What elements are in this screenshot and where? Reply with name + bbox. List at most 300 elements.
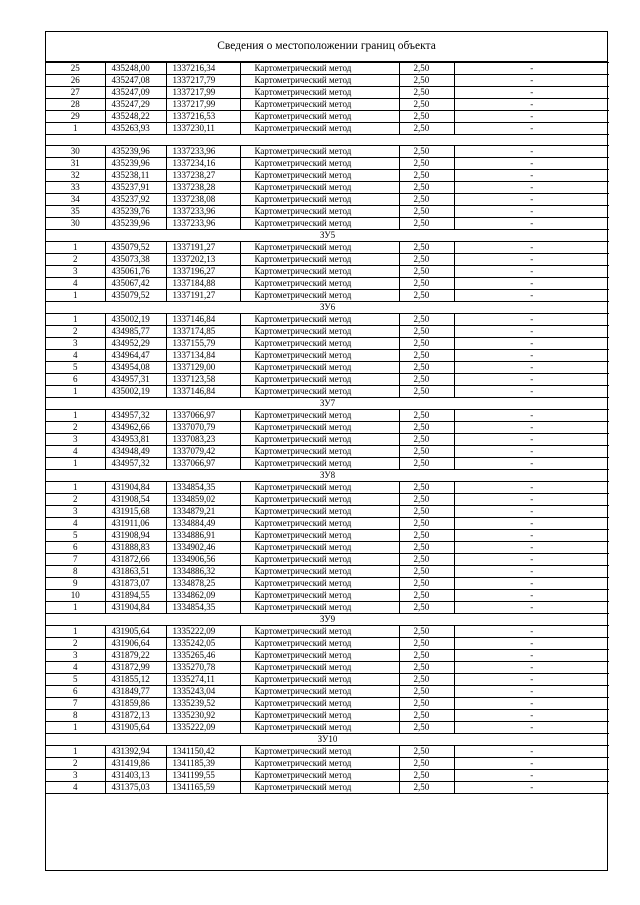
y-coordinate-cell: 1335222,09 (166, 626, 240, 638)
y-coordinate-cell: 1337217,99 (166, 87, 240, 99)
description-cell: - (454, 434, 609, 446)
x-coordinate-cell: 431873,07 (105, 578, 166, 590)
description-cell: - (454, 602, 609, 614)
method-cell: Картометрический метод (240, 446, 399, 458)
y-coordinate-cell: 1337123,58 (166, 374, 240, 386)
accuracy-cell: 2,50 (399, 278, 454, 290)
description-cell: - (454, 123, 609, 135)
description-cell: - (454, 254, 609, 266)
point-number-cell: 8 (46, 566, 105, 578)
point-number-cell: 1 (46, 602, 105, 614)
table-row (46, 434, 609, 446)
table-row (46, 686, 609, 698)
y-coordinate-cell: 1337233,96 (166, 206, 240, 218)
point-number-cell: 1 (46, 290, 105, 302)
x-coordinate-cell: 435073,38 (105, 254, 166, 266)
table-row (46, 482, 609, 494)
x-coordinate-cell: 431894,55 (105, 590, 166, 602)
method-cell: Картометрический метод (240, 602, 399, 614)
point-number-cell: 3 (46, 338, 105, 350)
method-cell: Картометрический метод (240, 722, 399, 734)
x-coordinate-cell: 434953,81 (105, 434, 166, 446)
y-coordinate-cell: 1334902,46 (166, 542, 240, 554)
table-row (46, 206, 609, 218)
accuracy-cell: 2,50 (399, 554, 454, 566)
description-cell: - (454, 542, 609, 554)
x-coordinate-cell: 431908,94 (105, 530, 166, 542)
y-coordinate-cell: 1334906,56 (166, 554, 240, 566)
point-number-cell: 1 (46, 123, 105, 135)
point-number-cell: 29 (46, 111, 105, 123)
y-coordinate-cell: 1337174,85 (166, 326, 240, 338)
x-coordinate-cell: 435237,91 (105, 182, 166, 194)
point-number-cell: 4 (46, 446, 105, 458)
accuracy-cell: 2,50 (399, 123, 454, 135)
x-coordinate-cell: 435239,96 (105, 218, 166, 230)
y-coordinate-cell: 1341185,39 (166, 758, 240, 770)
y-coordinate-cell: 1334879,21 (166, 506, 240, 518)
x-coordinate-cell: 431855,12 (105, 674, 166, 686)
accuracy-cell: 2,50 (399, 530, 454, 542)
accuracy-cell: 2,50 (399, 111, 454, 123)
accuracy-cell: 2,50 (399, 434, 454, 446)
accuracy-cell: 2,50 (399, 242, 454, 254)
accuracy-cell: 2,50 (399, 710, 454, 722)
x-coordinate-cell: 435247,09 (105, 87, 166, 99)
section-header-row (46, 734, 609, 746)
point-number-cell: 30 (46, 218, 105, 230)
method-cell: Картометрический метод (240, 674, 399, 686)
table-row (46, 194, 609, 206)
point-number-cell: 1 (46, 482, 105, 494)
y-coordinate-cell: 1334886,32 (166, 566, 240, 578)
method-cell: Картометрический метод (240, 650, 399, 662)
y-coordinate-cell: 1337146,84 (166, 314, 240, 326)
y-coordinate-cell: 1335270,78 (166, 662, 240, 674)
description-cell: - (454, 362, 609, 374)
point-number-cell: 9 (46, 578, 105, 590)
point-number-cell: 2 (46, 326, 105, 338)
x-coordinate-cell: 435079,52 (105, 242, 166, 254)
table-row (46, 99, 609, 111)
x-coordinate-cell: 435248,00 (105, 63, 166, 75)
x-coordinate-cell: 431904,84 (105, 602, 166, 614)
accuracy-cell: 2,50 (399, 63, 454, 75)
table-row (46, 542, 609, 554)
coordinates-table (46, 62, 609, 794)
description-cell: - (454, 266, 609, 278)
point-number-cell: 3 (46, 434, 105, 446)
accuracy-cell: 2,50 (399, 194, 454, 206)
x-coordinate-cell: 434952,29 (105, 338, 166, 350)
point-number-cell: 6 (46, 542, 105, 554)
method-cell: Картометрический метод (240, 590, 399, 602)
method-cell: Картометрический метод (240, 698, 399, 710)
table-row (46, 674, 609, 686)
method-cell: Картометрический метод (240, 278, 399, 290)
x-coordinate-cell: 435247,08 (105, 75, 166, 87)
method-cell: Картометрический метод (240, 123, 399, 135)
table-row (46, 218, 609, 230)
accuracy-cell: 2,50 (399, 518, 454, 530)
description-cell: - (454, 758, 609, 770)
point-number-cell: 1 (46, 626, 105, 638)
method-cell: Картометрический метод (240, 99, 399, 111)
accuracy-cell: 2,50 (399, 386, 454, 398)
table-row (46, 710, 609, 722)
accuracy-cell: 2,50 (399, 650, 454, 662)
accuracy-cell: 2,50 (399, 602, 454, 614)
table-row (46, 530, 609, 542)
x-coordinate-cell: 431906,64 (105, 638, 166, 650)
y-coordinate-cell: 1337233,96 (166, 218, 240, 230)
x-coordinate-cell: 431905,64 (105, 722, 166, 734)
y-coordinate-cell: 1337217,99 (166, 99, 240, 111)
x-coordinate-cell: 435061,76 (105, 266, 166, 278)
y-coordinate-cell: 1337066,97 (166, 458, 240, 470)
method-cell: Картометрический метод (240, 206, 399, 218)
y-coordinate-cell: 1335265,46 (166, 650, 240, 662)
point-number-cell: 3 (46, 650, 105, 662)
y-coordinate-cell: 1337216,53 (166, 111, 240, 123)
point-number-cell: 1 (46, 410, 105, 422)
x-coordinate-cell: 431872,99 (105, 662, 166, 674)
method-cell: Картометрический метод (240, 75, 399, 87)
x-coordinate-cell: 435248,22 (105, 111, 166, 123)
point-number-cell: 34 (46, 194, 105, 206)
accuracy-cell: 2,50 (399, 99, 454, 111)
y-coordinate-cell: 1335274,11 (166, 674, 240, 686)
table-row (46, 338, 609, 350)
table-row (46, 242, 609, 254)
y-coordinate-cell: 1337083,23 (166, 434, 240, 446)
section-label: ЗУ6 (46, 302, 609, 314)
y-coordinate-cell: 1337191,27 (166, 290, 240, 302)
table-row (46, 170, 609, 182)
accuracy-cell: 2,50 (399, 75, 454, 87)
accuracy-cell: 2,50 (399, 686, 454, 698)
table-row (46, 182, 609, 194)
y-coordinate-cell: 1334859,02 (166, 494, 240, 506)
y-coordinate-cell: 1337066,97 (166, 410, 240, 422)
accuracy-cell: 2,50 (399, 170, 454, 182)
accuracy-cell: 2,50 (399, 158, 454, 170)
accuracy-cell: 2,50 (399, 698, 454, 710)
accuracy-cell: 2,50 (399, 374, 454, 386)
accuracy-cell: 2,50 (399, 758, 454, 770)
method-cell: Картометрический метод (240, 266, 399, 278)
y-coordinate-cell: 1337070,79 (166, 422, 240, 434)
y-coordinate-cell: 1334862,09 (166, 590, 240, 602)
table-row (46, 410, 609, 422)
table-row (46, 362, 609, 374)
description-cell: - (454, 446, 609, 458)
table-row (46, 158, 609, 170)
accuracy-cell: 2,50 (399, 458, 454, 470)
table-row (46, 422, 609, 434)
point-number-cell: 3 (46, 770, 105, 782)
method-cell: Картометрический метод (240, 746, 399, 758)
description-cell: - (454, 554, 609, 566)
accuracy-cell: 2,50 (399, 218, 454, 230)
x-coordinate-cell: 431403,13 (105, 770, 166, 782)
description-cell: - (454, 314, 609, 326)
description-cell: - (454, 278, 609, 290)
description-cell: - (454, 518, 609, 530)
x-coordinate-cell: 431915,68 (105, 506, 166, 518)
accuracy-cell: 2,50 (399, 746, 454, 758)
point-number-cell: 30 (46, 146, 105, 158)
description-cell: - (454, 350, 609, 362)
method-cell: Картометрический метод (240, 146, 399, 158)
method-cell: Картометрический метод (240, 362, 399, 374)
description-cell: - (454, 710, 609, 722)
y-coordinate-cell: 1337134,84 (166, 350, 240, 362)
table-row (46, 518, 609, 530)
description-cell: - (454, 170, 609, 182)
description-cell: - (454, 482, 609, 494)
section-label: ЗУ9 (46, 614, 609, 626)
y-coordinate-cell: 1337191,27 (166, 242, 240, 254)
method-cell: Картометрический метод (240, 710, 399, 722)
y-coordinate-cell: 1341165,59 (166, 782, 240, 794)
description-cell: - (454, 674, 609, 686)
point-number-cell: 2 (46, 422, 105, 434)
point-number-cell: 33 (46, 182, 105, 194)
description-cell: - (454, 218, 609, 230)
y-coordinate-cell: 1334886,91 (166, 530, 240, 542)
method-cell: Картометрический метод (240, 242, 399, 254)
table-row (46, 506, 609, 518)
point-number-cell: 2 (46, 758, 105, 770)
accuracy-cell: 2,50 (399, 266, 454, 278)
description-cell: - (454, 638, 609, 650)
method-cell: Картометрический метод (240, 686, 399, 698)
method-cell: Картометрический метод (240, 458, 399, 470)
description-cell: - (454, 99, 609, 111)
description-cell: - (454, 698, 609, 710)
y-coordinate-cell: 1337202,13 (166, 254, 240, 266)
y-coordinate-cell: 1337233,96 (166, 146, 240, 158)
y-coordinate-cell: 1335239,52 (166, 698, 240, 710)
table-row (46, 746, 609, 758)
x-coordinate-cell: 434954,08 (105, 362, 166, 374)
table-row (46, 698, 609, 710)
description-cell: - (454, 782, 609, 794)
table-row (46, 111, 609, 123)
description-cell: - (454, 422, 609, 434)
accuracy-cell: 2,50 (399, 626, 454, 638)
description-cell: - (454, 722, 609, 734)
accuracy-cell: 2,50 (399, 206, 454, 218)
description-cell: - (454, 626, 609, 638)
coordinates-table-body (46, 63, 609, 794)
method-cell: Картометрический метод (240, 158, 399, 170)
point-number-cell: 4 (46, 518, 105, 530)
accuracy-cell: 2,50 (399, 770, 454, 782)
accuracy-cell: 2,50 (399, 422, 454, 434)
description-cell: - (454, 194, 609, 206)
accuracy-cell: 2,50 (399, 674, 454, 686)
y-coordinate-cell: 1337155,79 (166, 338, 240, 350)
y-coordinate-cell: 1337196,27 (166, 266, 240, 278)
table-row (46, 770, 609, 782)
description-cell: - (454, 770, 609, 782)
table-row (46, 350, 609, 362)
x-coordinate-cell: 435002,19 (105, 314, 166, 326)
method-cell: Картометрический метод (240, 422, 399, 434)
method-cell: Картометрический метод (240, 290, 399, 302)
table-row (46, 63, 609, 75)
section-header-row (46, 230, 609, 242)
method-cell: Картометрический метод (240, 386, 399, 398)
table-row (46, 722, 609, 734)
description-cell: - (454, 506, 609, 518)
x-coordinate-cell: 431419,86 (105, 758, 166, 770)
point-number-cell: 5 (46, 362, 105, 374)
y-coordinate-cell: 1337238,28 (166, 182, 240, 194)
point-number-cell: 28 (46, 99, 105, 111)
table-row (46, 446, 609, 458)
accuracy-cell: 2,50 (399, 542, 454, 554)
point-number-cell: 2 (46, 254, 105, 266)
x-coordinate-cell: 434957,32 (105, 410, 166, 422)
description-cell: - (454, 662, 609, 674)
point-number-cell: 6 (46, 374, 105, 386)
description-cell: - (454, 182, 609, 194)
point-number-cell: 32 (46, 170, 105, 182)
point-number-cell: 27 (46, 87, 105, 99)
table-row (46, 146, 609, 158)
table-row (46, 290, 609, 302)
table-row (46, 626, 609, 638)
x-coordinate-cell: 431872,13 (105, 710, 166, 722)
x-coordinate-cell: 431904,84 (105, 482, 166, 494)
point-number-cell: 4 (46, 278, 105, 290)
point-number-cell: 1 (46, 386, 105, 398)
x-coordinate-cell: 434985,77 (105, 326, 166, 338)
x-coordinate-cell: 435239,96 (105, 146, 166, 158)
accuracy-cell: 2,50 (399, 482, 454, 494)
section-label: ЗУ8 (46, 470, 609, 482)
section-label: ЗУ5 (46, 230, 609, 242)
point-number-cell: 6 (46, 686, 105, 698)
x-coordinate-cell: 434964,47 (105, 350, 166, 362)
method-cell: Картометрический метод (240, 182, 399, 194)
description-cell: - (454, 374, 609, 386)
accuracy-cell: 2,50 (399, 566, 454, 578)
section-label: ЗУ7 (46, 398, 609, 410)
description-cell: - (454, 530, 609, 542)
accuracy-cell: 2,50 (399, 446, 454, 458)
table-row (46, 650, 609, 662)
table-row (46, 374, 609, 386)
description-cell: - (454, 63, 609, 75)
method-cell: Картометрический метод (240, 63, 399, 75)
section-header-row (46, 614, 609, 626)
method-cell: Картометрический метод (240, 542, 399, 554)
method-cell: Картометрический метод (240, 170, 399, 182)
y-coordinate-cell: 1335222,09 (166, 722, 240, 734)
y-coordinate-cell: 1341150,42 (166, 746, 240, 758)
accuracy-cell: 2,50 (399, 590, 454, 602)
table-row (46, 326, 609, 338)
table-row (46, 386, 609, 398)
y-coordinate-cell: 1334878,25 (166, 578, 240, 590)
description-cell: - (454, 566, 609, 578)
point-number-cell: 25 (46, 63, 105, 75)
x-coordinate-cell: 435239,96 (105, 158, 166, 170)
point-number-cell: 5 (46, 674, 105, 686)
point-number-cell: 1 (46, 314, 105, 326)
method-cell: Картометрический метод (240, 482, 399, 494)
separator-row (46, 135, 609, 146)
x-coordinate-cell: 435247,29 (105, 99, 166, 111)
method-cell: Картометрический метод (240, 530, 399, 542)
table-row (46, 494, 609, 506)
accuracy-cell: 2,50 (399, 782, 454, 794)
description-cell: - (454, 158, 609, 170)
description-cell: - (454, 206, 609, 218)
y-coordinate-cell: 1337079,42 (166, 446, 240, 458)
accuracy-cell: 2,50 (399, 254, 454, 266)
method-cell: Картометрический метод (240, 254, 399, 266)
accuracy-cell: 2,50 (399, 87, 454, 99)
method-cell: Картометрический метод (240, 194, 399, 206)
method-cell: Картометрический метод (240, 494, 399, 506)
y-coordinate-cell: 1337234,16 (166, 158, 240, 170)
method-cell: Картометрический метод (240, 662, 399, 674)
point-number-cell: 26 (46, 75, 105, 87)
method-cell: Картометрический метод (240, 111, 399, 123)
y-coordinate-cell: 1337238,27 (166, 170, 240, 182)
x-coordinate-cell: 431911,06 (105, 518, 166, 530)
y-coordinate-cell: 1337238,08 (166, 194, 240, 206)
x-coordinate-cell: 435067,42 (105, 278, 166, 290)
y-coordinate-cell: 1341199,55 (166, 770, 240, 782)
table-row (46, 314, 609, 326)
description-cell: - (454, 326, 609, 338)
method-cell: Картометрический метод (240, 338, 399, 350)
table-row (46, 278, 609, 290)
description-cell: - (454, 111, 609, 123)
method-cell: Картометрический метод (240, 506, 399, 518)
description-cell: - (454, 686, 609, 698)
y-coordinate-cell: 1337217,79 (166, 75, 240, 87)
method-cell: Картометрический метод (240, 410, 399, 422)
table-row (46, 662, 609, 674)
section-header-row (46, 302, 609, 314)
accuracy-cell: 2,50 (399, 638, 454, 650)
method-cell: Картометрический метод (240, 770, 399, 782)
accuracy-cell: 2,50 (399, 494, 454, 506)
x-coordinate-cell: 434948,49 (105, 446, 166, 458)
x-coordinate-cell: 431375,03 (105, 782, 166, 794)
accuracy-cell: 2,50 (399, 350, 454, 362)
x-coordinate-cell: 434957,32 (105, 458, 166, 470)
description-cell: - (454, 87, 609, 99)
table-row (46, 554, 609, 566)
page-title: Сведения о местоположении границ объекта (46, 32, 607, 62)
x-coordinate-cell: 435239,76 (105, 206, 166, 218)
description-cell: - (454, 410, 609, 422)
description-cell: - (454, 75, 609, 87)
x-coordinate-cell: 434957,31 (105, 374, 166, 386)
method-cell: Картометрический метод (240, 638, 399, 650)
section-header-row (46, 470, 609, 482)
point-number-cell: 4 (46, 662, 105, 674)
y-coordinate-cell: 1335242,05 (166, 638, 240, 650)
